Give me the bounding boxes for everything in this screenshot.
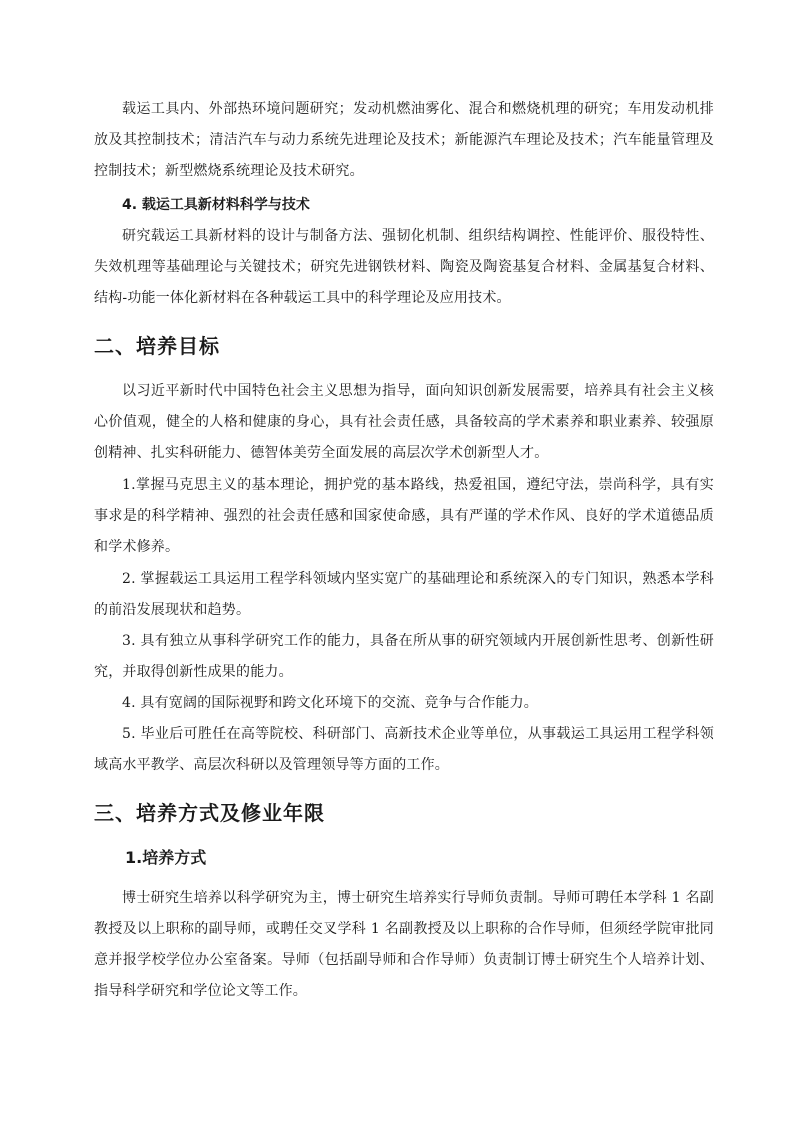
- subheading-new-materials: 4. 载运工具新材料科学与技术: [122, 197, 310, 213]
- goal-item-5: 5. 毕业后可胜任在高等院校、科研部门、高新技术企业等单位，从事载运工具运用工程学科领域高水平教学、高层次科研以及管理领导等方面的工作。: [94, 726, 714, 773]
- goal-item-3: 3. 具有独立从事科学研究工作的能力，具备在所从事的研究领域内开展创新性思考、创新性研究，并取得创新性成果的能力。: [94, 633, 714, 680]
- paragraph-training-method: 博士研究生培养以科学研究为主，博士研究生培养实行导师负责制。导师可聘任本学科 1 名副教授及以上职称的副导师，或聘任交叉学科 1 名副教授及以上职称的合作导师，但须经学院审批同意并报学校学位办公室备案。导师（包括副导师和合作导师）负责制订博士研究生个人培养计划、指导科学研究和学位论文等工作。: [94, 890, 714, 999]
- section-heading-training-goals: 二、培养目标: [94, 334, 220, 358]
- paragraph-new-materials: 研究载运工具新材料的设计与制备方法、强韧化机制、组织结构调控、性能评价、服役特性、失效机理等基础理论与关键技术；研究先进钢铁材料、陶瓷及陶瓷基复合材料、金属基复合材料、结构-功能一体化新材料在各种载运工具中的科学理论及应用技术。: [94, 228, 714, 306]
- goal-item-2: 2. 掌握载运工具运用工程学科领域内坚实宽广的基础理论和系统深入的专门知识，熟悉本学科的前沿发展现状和趋势。: [94, 571, 714, 618]
- goal-item-4: 4. 具有宽阔的国际视野和跨文化环境下的交流、竞争与合作能力。: [122, 695, 539, 711]
- goal-item-1: 1.掌握马克思主义的基本理论，拥护党的基本路线，热爱祖国，遵纪守法，崇尚科学，具有实事求是的科学精神、强烈的社会责任感和国家使命感，具有严谨的学术作风、良好的学术道德品质和学术修养。: [94, 477, 714, 555]
- section-heading-training-mode: 三、培养方式及修业年限: [94, 801, 325, 825]
- paragraph-engine-research: 载运工具内、外部热环境问题研究；发动机燃油雾化、混合和燃烧机理的研究；车用发动机排放及其控制技术；清洁汽车与动力系统先进理论及技术；新能源汽车理论及技术；汽车能量管理及控制技术；新型燃烧系统理论及技术研究。: [94, 101, 714, 179]
- subheading-training-method: 1.培养方式: [125, 848, 207, 867]
- paragraph-training-goals-intro: 以习近平新时代中国特色社会主义思想为指导，面向知识创新发展需要，培养具有社会主义核心价值观，健全的人格和健康的身心，具有社会责任感，具备较高的学术素养和职业素养、较强原创精神、扎实科研能力、德智体美劳全面发展的高层次学术创新型人才。: [94, 383, 714, 461]
